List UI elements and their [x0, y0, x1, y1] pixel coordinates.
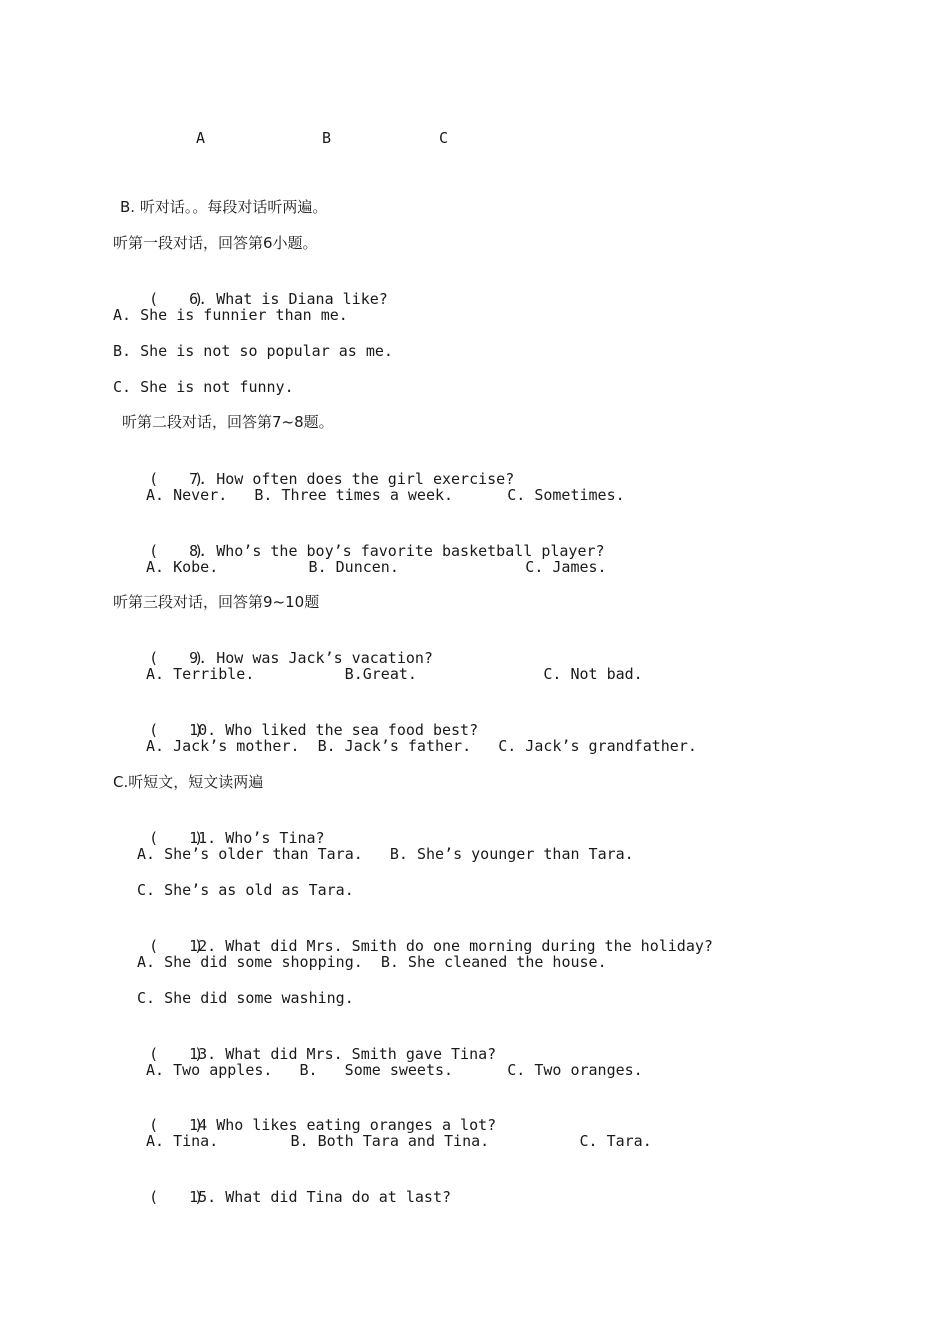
image-option-b-label: B [322, 129, 332, 147]
dialogue-3-intro: 听第三段对话，回答第9~10题 [113, 593, 320, 611]
answer-blank[interactable]: ( ) [149, 829, 204, 847]
question-6-option-b: B. She is not so popular as me. [113, 342, 393, 360]
answer-blank[interactable]: ( ) [149, 542, 204, 560]
question-14-options: A. Tina. B. Both Tara and Tina. C. Tara. [146, 1132, 652, 1150]
question-10-stem: 10. Who liked the sea food best? [189, 721, 479, 739]
question-7-stem: 7. How often does the girl exercise? [189, 470, 515, 488]
question-15 [113, 1167, 451, 1227]
section-b-heading: B. 听对话。。每段对话听两遍。 [120, 198, 328, 216]
image-option-a-label: A [196, 129, 206, 147]
answer-blank[interactable]: ( ) [149, 1045, 204, 1063]
answer-blank[interactable]: ( ) [149, 290, 204, 308]
question-12-options-line2: C. She did some washing. [137, 989, 354, 1007]
question-13-options: A. Two apples. B. Some sweets. C. Two oranges. [146, 1061, 643, 1079]
answer-blank[interactable]: ( ) [149, 1188, 204, 1206]
question-6-option-c: C. She is not funny. [113, 378, 294, 396]
question-13-stem: 13. What did Mrs. Smith gave Tina? [189, 1045, 497, 1063]
dialogue-1-intro: 听第一段对话，回答第6小题。 [113, 234, 318, 252]
question-9-stem: 9. How was Jack’s vacation? [189, 649, 433, 667]
question-15-stem: 15. What did Tina do at last? [189, 1188, 452, 1206]
question-12-options-line1: A. She did some shopping. B. She cleaned the house. [137, 953, 607, 971]
question-9-options: A. Terrible. B.Great. C. Not bad. [146, 665, 643, 683]
answer-blank[interactable]: ( ) [149, 937, 204, 955]
answer-blank[interactable]: ( ) [149, 1116, 204, 1134]
question-6-option-a: A. She is funnier than me. [113, 306, 348, 324]
question-8-options: A. Kobe. B. Duncen. C. James. [146, 558, 607, 576]
question-7-options: A. Never. B. Three times a week. C. Sometimes. [146, 486, 625, 504]
question-8-stem: 8. Who’s the boy’s favorite basketball player? [189, 542, 605, 560]
answer-blank[interactable]: ( ) [149, 721, 204, 739]
question-10-options: A. Jack’s mother. B. Jack’s father. C. Jack’s grandfather. [146, 737, 697, 755]
image-option-c-label: C [439, 129, 449, 147]
question-12-stem: 12. What did Mrs. Smith do one morning during the holiday? [189, 937, 713, 955]
answer-blank[interactable]: ( ) [149, 649, 204, 667]
question-11-options-line1: A. She’s older than Tara. B. She’s younger than Tara. [137, 845, 634, 863]
question-14-stem: 14 Who likes eating oranges a lot? [189, 1116, 497, 1134]
dialogue-2-intro: 听第二段对话，回答第7~8题。 [122, 413, 334, 431]
section-c-heading: C.听短文，短文读两遍 [113, 773, 264, 791]
question-11-options-line2: C. She’s as old as Tara. [137, 881, 354, 899]
question-6-stem: 6. What is Diana like? [189, 290, 388, 308]
question-11-stem: 11. Who’s Tina? [189, 829, 325, 847]
answer-blank[interactable]: ( ) [149, 470, 204, 488]
